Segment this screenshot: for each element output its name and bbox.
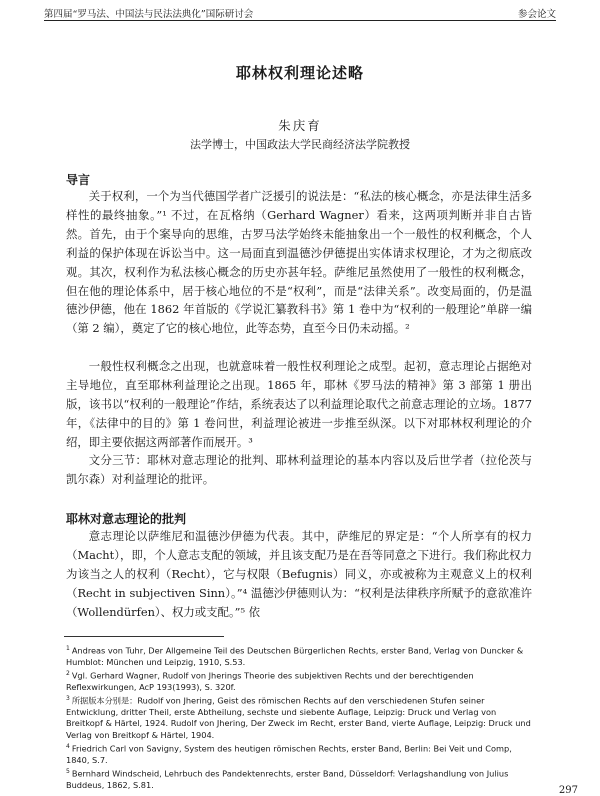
paragraph: 意志理论以萨维尼和温德沙伊德为代表。其中，萨维尼的界定是：“个人所享有的权力（Macht），即，个人意志支配的领域，并且该支配乃是在吾等同意之下进行。我们称此权力为该当之人的权利（Recht），它与权限（Befugnis）同义，亦或被称为主观意义上的权利（Recht in subjectiven Sinn）。”⁴ 温德沙伊德则认为：“权利是法律秩序所赋予的意欲准许（Wollendürfen）、权力或支配。”⁵ 依 xyxy=(66,529,532,619)
section-heading-critique: 耶林对意志理论的批判 xyxy=(66,512,187,526)
paragraph: 关于权利，一个为当代德国学者广泛援引的说法是：“私法的核心概念，亦是法律生活多样性的最终抽象。”¹ 不过，在瓦格纳（Gerhard Wagner）看来，这两项判断并非自古皆然。首先，由于个案导向的思维，古罗马法学始终未能抽象出一个一般性的权利概念，个人利益的保护体现在诉讼当中。这一局面直到温德沙伊德提出实体请求权理论，才为之彻底改观。其次，权利作为私法核心概念的历史亦甚年轻。萨维尼虽然使用了一般性的权利概念，但在他的理论体系中，居于核心地位的不是“权利”，而是“法律关系”。改变局面的，仍是温德沙伊德，他在 1862 年首版的《学说汇纂教科书》第 1 卷中为“权利的一般理论”单辟一编（第 2 编），奠定了它的核心地位，此等态势，直至今日仍未动摇。² xyxy=(66,189,532,336)
footnote-rule xyxy=(64,636,224,637)
footnote: $^1$ Andreas von Tuhr, Der Allgemeine Teil des Deutschen Bürgerlichen Rechts, erster Band, Verlag von Duncker & Humblot: München und Leipzig, 1910, S.53. xyxy=(66,645,524,667)
header-section-label: 参会论文 xyxy=(517,9,556,20)
paragraph: 一般性权利概念之出现，也就意味着一般性权利理论之成型。起初，意志理论占据绝对主导地位，直至耶林利益理论之出现。1865 年，耶林《罗马法的精神》第 3 部第 1 册出版，该书以“权利的一般理论”作结，系统表达了以利益理论取代之前意志理论的立场。1877 年，《法律中的目的》第 1 卷问世，利益理论被进一步推至纵深。以下对耶林权利理论的介绍，即主要依据这两部著作而展开。³ xyxy=(66,359,532,449)
author-name: 朱庆育 xyxy=(278,118,322,133)
footnote: $^3$ 所据版本分别是：Rudolf von Jhering, Geist des römischen Rechts auf den verschiedenen Stufen seiner Entwicklung, dritter Theil, erste Abtheilung, sechste und siebente Auflage, Leipzig: Druck und Verlag von Breitkopf & Härtel, 1924. Rudolf von Jhering, Der Zweck im Recht, erster Band, vierte Auflage, Leipzig: Druck und Verlag von Breitkopf & Härtel, 1904. xyxy=(66,695,531,740)
article-title: 耶林权利理论述略 xyxy=(235,64,364,82)
footnote: $^4$ Friedrich Carl von Savigny, System des heutigen römischen Rechts, erster Band, Berlin: Bei Veit und Comp, 1840, S.7. xyxy=(66,742,512,765)
header-rule xyxy=(44,20,556,21)
running-header xyxy=(44,4,556,20)
section-heading-intro: 导言 xyxy=(66,173,91,187)
header-conference-title: 第四届“罗马法、中国法与民法法典化”国际研讨会 xyxy=(44,9,254,20)
author-affiliation: 法学博士，中国政法大学民商经济法学院教授 xyxy=(190,138,410,151)
paragraph: 文分三节：耶林对意志理论的批判、耶林利益理论的基本内容以及后世学者（拉伦茨与凯尔森）对利益理论的批评。 xyxy=(66,453,532,486)
footnotes xyxy=(66,643,532,791)
footnote: $^2$ Vgl. Gerhard Wagner, Rudolf von Jherings Theorie des subjektiven Rechts und der berechtigenden Reflexwirkungen, AcP 193(1993), S. 320f. xyxy=(66,670,474,693)
page-number: 297 xyxy=(558,785,578,796)
footnote: $^5$ Bernhard Windscheid, Lehrbuch des Pandektenrechts, erster Band, Düsseldorf: Verlagshandlung von Julius Buddeus, 1862, S.81. xyxy=(66,767,509,790)
